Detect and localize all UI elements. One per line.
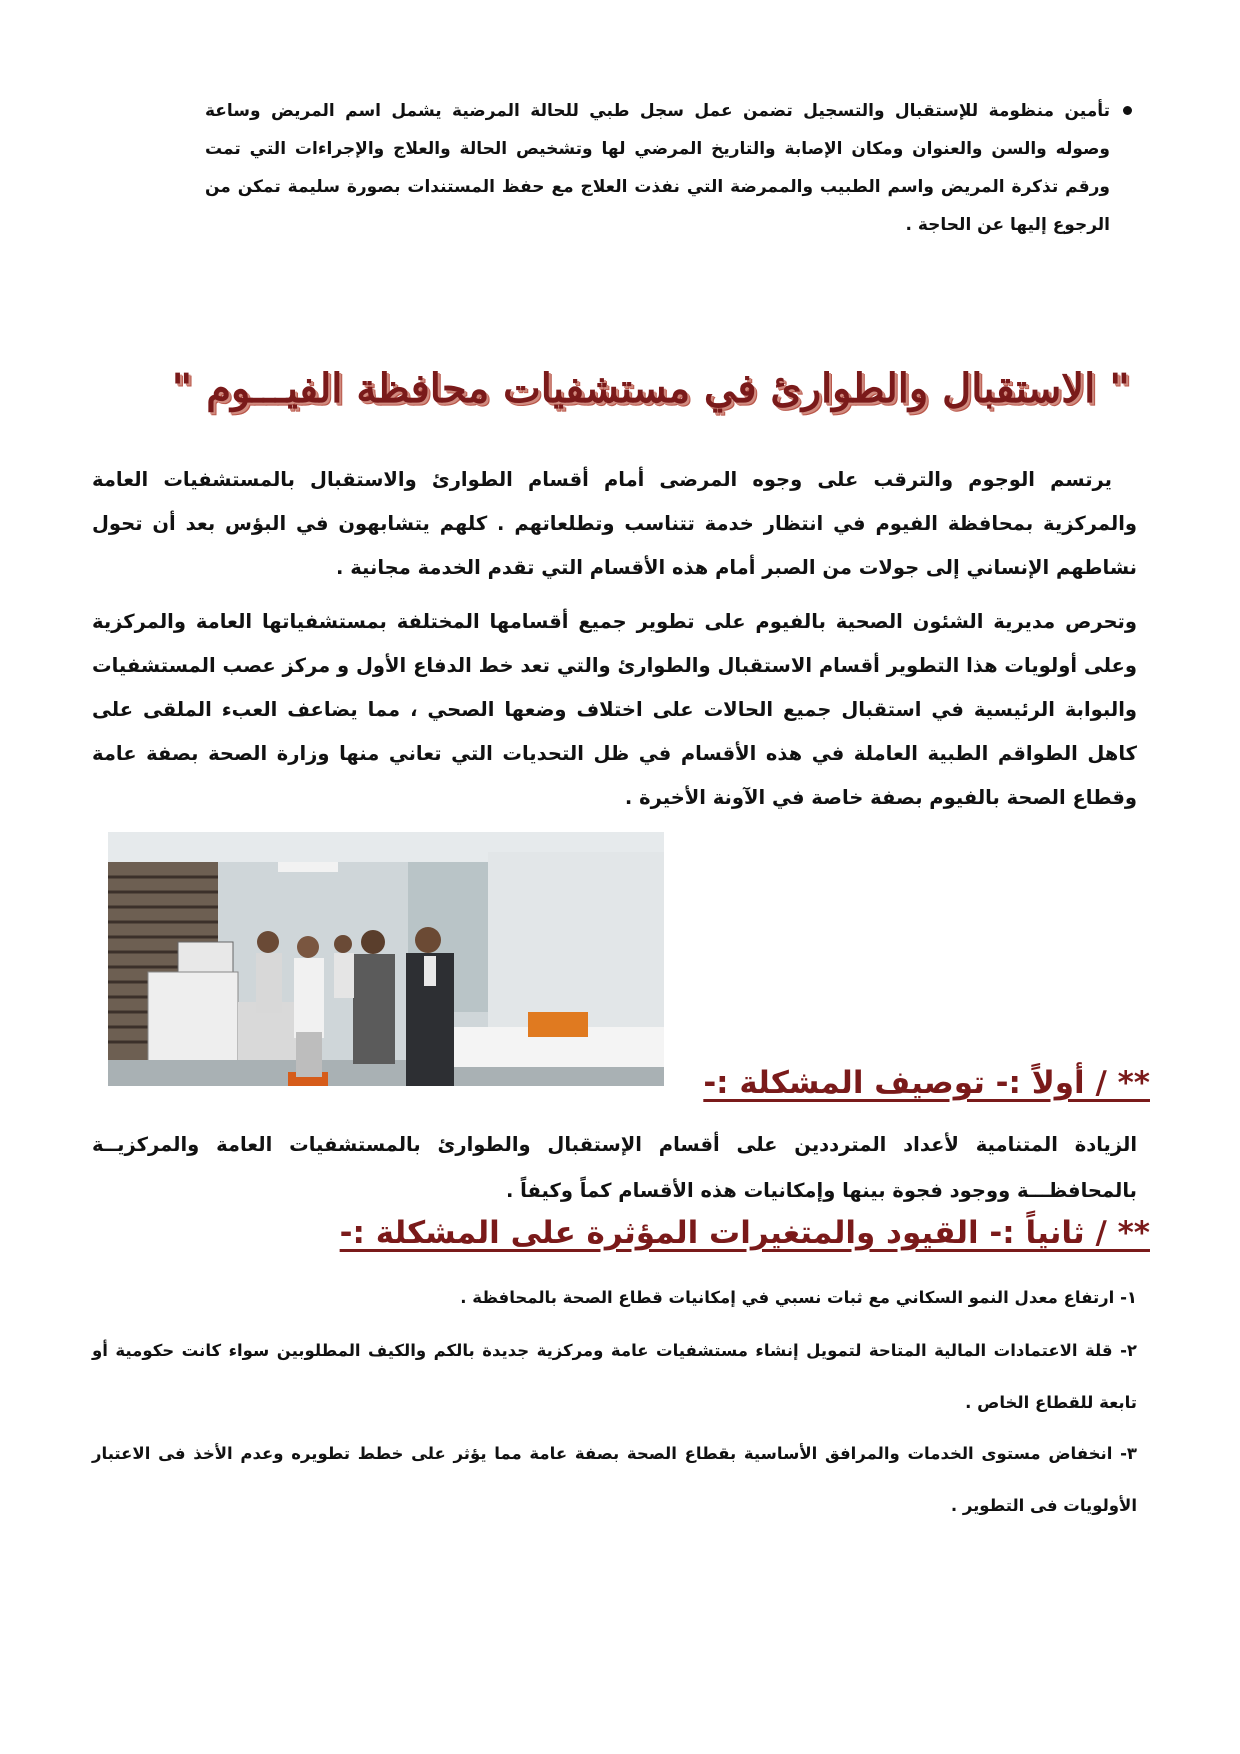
problem-description: الزيادة المتنامية لأعداد المترددين على أقسام الإستقبال والطوارئ بالمستشفيات العامة والمركزيــة بالمحافظـــة ووجود فجوة بينها وإمكانيات هذه الأقسام كماً وكيفاً . (92, 1133, 1137, 1202)
bullet-paragraph (205, 92, 1110, 244)
list-item: ٢- قلة الاعتمادات المالية المتاحة لتمويل إنشاء مستشفيات عامة ومركزية جديدة بالكم والكيف المطلوبين سواء كانت حكومية أو تابعة للقطاع الخاص . (92, 1341, 1137, 1412)
list-item: ٣- انخفاض مستوى الخدمات والمرافق الأساسية بقطاع الصحة بصفة عامة مما يؤثر على خطط تطويره وعدم الأخذ فى الاعتبار الأولويات فى التطوير . (92, 1444, 1137, 1515)
paragraph-1: يرتسم الوجوم والترقب على وجوه المرضى أمام أقسام الطوارئ والاستقبال بالمستشفيات العامة والمركزية بمحافظة الفيوم في انتظار خدمة تتناسب وتطلعاتهم . كلهم يتشابهون في البؤس بعد أن تحول نشاطهم الإنساني إلى جولات من الصبر أمام هذه الأقسام التي تقدم الخدمة مجانية . (92, 468, 1137, 579)
section-heading-1: ** / أولاً :- توصيف المشكلة :- (703, 1065, 1150, 1101)
paragraph-2: وتحرص مديرية الشئون الصحية بالفيوم على تطوير جميع أقسامها المختلفة بمستشفياتها العامة والمركزية وعلى أولويات هذا التطوير أقسام الاستقبال والطوارئ والتي تعد خط الدفاع الأول و مركز عصب المستشفيات والبوابة الرئيسية في استقبال جميع الحالات على اختلاف وضعها الصحي ، مما يضاعف العبء الملقى على كاهل الطواقم الطبية العاملة في هذه الأقسام في ظل التحديات التي تعاني منها وزارة الصحة بصفة عامة وقطاع الصحة بالفيوم بصفة خاصة في الآونة الأخيرة . (92, 610, 1137, 809)
bullet-dot-icon (1123, 106, 1132, 115)
section-heading-2: ** / ثانياً :- القيود والمتغيرات المؤثرة على المشكلة :- (339, 1215, 1150, 1251)
hospital-visit-photo (108, 832, 664, 1086)
main-title: " الاستقبال والطوارئ في مستشفيات محافظة الفيـــوم " (171, 365, 1130, 412)
bullet-text: تأمين منظومة للإستقبال والتسجيل تضمن عمل سجل طبي للحالة المرضية يشمل اسم المريض وساعة وصوله والسن والعنوان ومكان الإصابة والتاريخ المرضي لها وتشخيص الحالة والعلاج والإجراءات التي تمت ورقم تذكرة المريض واسم الطبيب والممرضة التي نفذت العلاج مع حفظ المستندات بصورة سليمة تمكن من الرجوع إليها عن الحاجة . (205, 101, 1110, 235)
list-item: ١- ارتفاع معدل النمو السكاني مع ثبات نسبي في إمكانيات قطاع الصحة بالمحافظة . (460, 1288, 1137, 1307)
